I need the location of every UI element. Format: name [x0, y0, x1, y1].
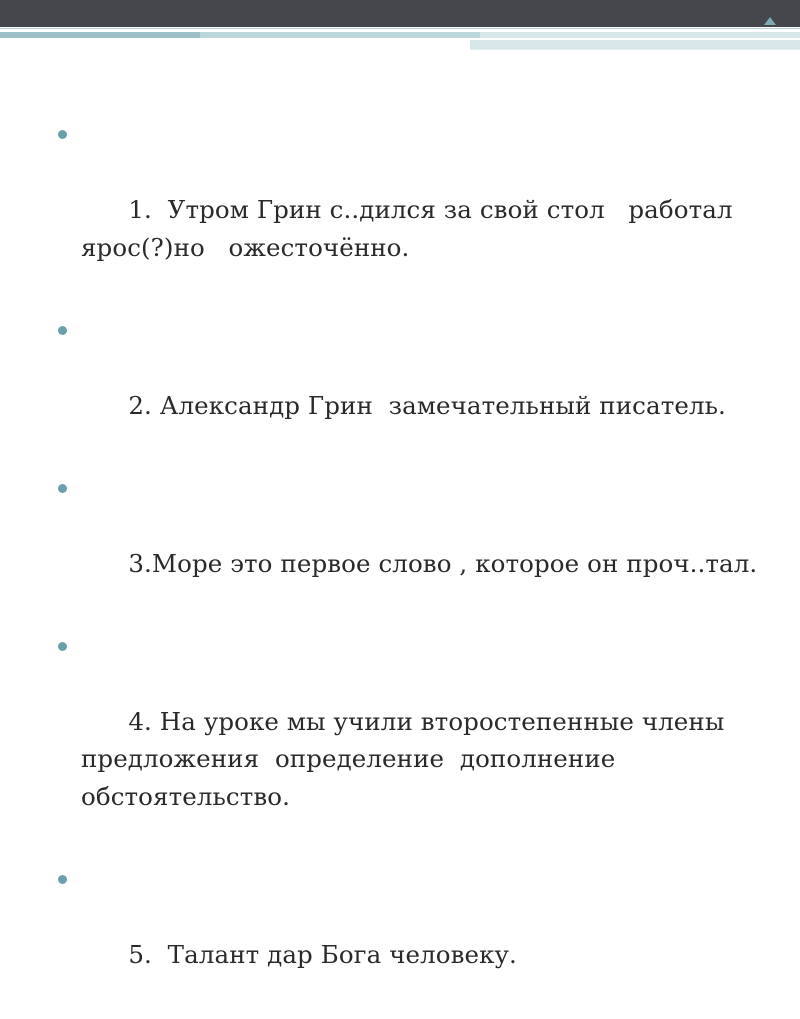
bullet-dot-icon	[58, 642, 67, 651]
bullet-dot-icon	[58, 484, 67, 493]
bullet-list	[58, 116, 758, 1011]
bullet-text: 4. На уроке мы учили второстепенные члены предложения определение дополнение обстоятельство.	[81, 706, 733, 811]
bullet-text: 3.Море это первое слово , которое он проч..тал.	[128, 548, 758, 578]
bullet-item	[58, 470, 758, 620]
bullet-item	[58, 116, 758, 304]
bullet-text: 2. Александр Грин замечательный писатель.	[128, 390, 726, 420]
bullet-dot-icon	[58, 326, 67, 335]
bullet-text: 1. Утром Грин с..дился за свой стол работал яроc(?)но ожесточённо.	[81, 195, 741, 262]
bullet-item	[58, 628, 758, 853]
bullet-dot-icon	[58, 875, 67, 884]
header-accent-strip	[0, 32, 800, 38]
accent-segment	[480, 32, 800, 38]
header-bar	[0, 0, 800, 27]
bullet-dot-icon	[58, 130, 67, 139]
header-accent-line	[0, 28, 800, 29]
header-sub-accent-line	[470, 49, 800, 50]
accent-segment	[0, 32, 200, 38]
bullet-item	[58, 312, 758, 462]
triangle-icon	[764, 17, 776, 25]
bullet-item	[58, 861, 758, 1011]
header-sub-accent	[470, 40, 800, 49]
bullet-text: 5. Талант дар Бога человеку.	[128, 939, 517, 969]
accent-segment	[200, 32, 480, 38]
slide-content	[58, 116, 758, 1019]
